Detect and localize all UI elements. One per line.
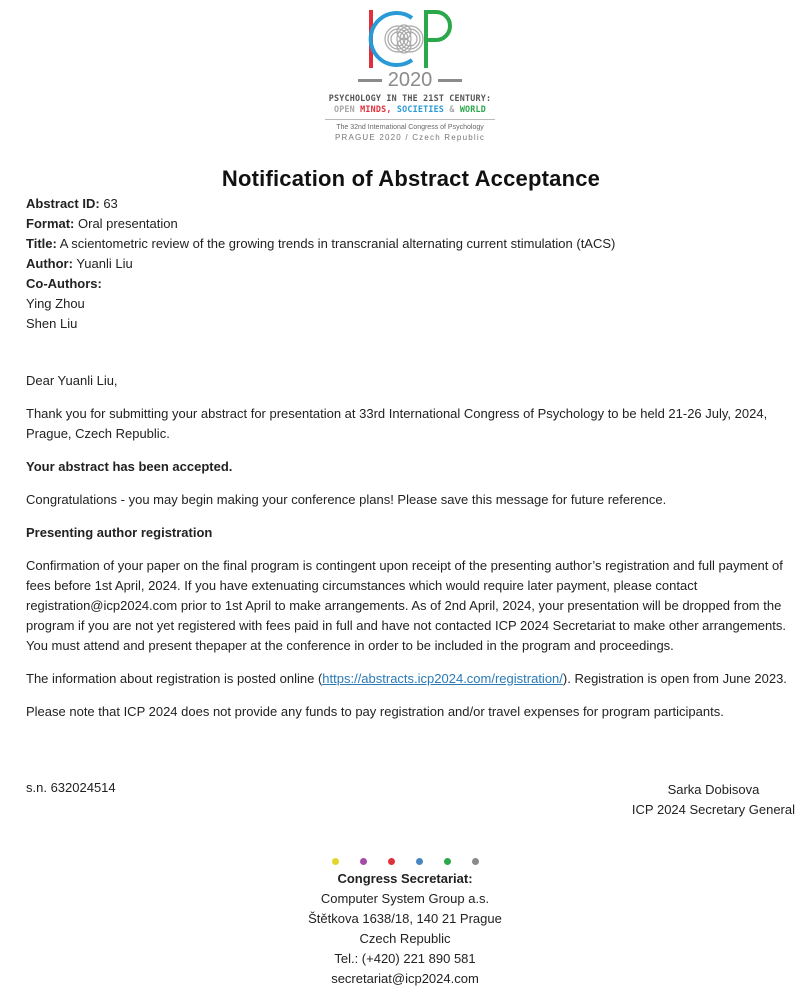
logo-subtitle-1: The 32nd International Congress of Psychology [336,124,484,131]
paragraph-funds-note: Please note that ICP 2024 does not provide any funds to pay registration and/or travel expenses for program participants. [26,704,724,719]
author-label: Author: [26,256,73,271]
logo-year: 2020 [387,69,433,91]
logo-dash-right [438,79,462,82]
dot-icon [360,858,367,865]
author-value: Yuanli Liu [76,256,133,271]
dot-icon [388,858,395,865]
paragraph-thank-you: Thank you for submitting your abstract for presentation at 33rd International Congress of Psychology to be held 21-26 July, 2024, Prague, Czech Republic. [26,406,768,441]
registration-info-before: The information about registration is posted online ( [26,671,323,686]
paragraph-registration-info [26,669,796,689]
logo-tagline-1: PSYCHOLOGY IN THE 21ST CENTURY: [328,93,492,103]
coauthor-item: Shen Liu [26,316,78,331]
coauthors-row [26,274,615,294]
logo-divider [325,119,495,120]
format-label: Format: [26,216,75,231]
paragraph-congratulations: Congratulations - you may begin making your conference plans! Please save this message for future reference. [26,492,667,507]
page-title: Notification of Abstract Acceptance [221,166,601,191]
abstract-id-value: 63 [103,196,118,211]
icp-letters-icon [360,8,460,70]
abstract-id-label: Abstract ID: [26,196,100,211]
tagline-minds: MINDS, [360,104,392,114]
abstract-id-row [26,194,615,214]
logo-subtitle-2: PRAGUE 2020 / Czech Republic [334,133,486,142]
letter-body [26,371,796,735]
signature-block [632,780,795,820]
title-value: A scientometric review of the growing trends in transcranial alternating current stimulation (tACS) [59,236,616,251]
dot-icon [416,858,423,865]
logo-dash-left [358,79,382,82]
accepted-notice: Your abstract has been accepted. [26,459,233,474]
tagline-open: OPEN [333,104,355,114]
logo-tagline-2 [300,104,520,115]
abstract-meta [26,194,615,334]
format-value: Oral presentation [78,216,178,231]
registration-info-after: ). Registration is open from June 2023. [562,671,787,686]
footer-country: Czech Republic [359,931,451,946]
footer-title: Congress Secretariat: [337,871,473,886]
coauthors-label: Co-Authors: [26,276,102,291]
dot-icon [444,858,451,865]
title-label: Title: [26,236,57,251]
coauthor-item: Ying Zhou [26,296,85,311]
section-heading-registration: Presenting author registration [26,525,213,540]
registration-link[interactable]: https://abstracts.icp2024.com/registration/ [322,671,563,686]
signatory-name: Sarka Dobisova [667,782,760,797]
signatory-role: ICP 2024 Secretary General [631,802,795,817]
tagline-societies: SOCIETIES [396,104,445,114]
icp-logo [300,8,520,158]
author-row [26,254,615,274]
dot-icon [332,858,339,865]
footer-contact [300,856,510,989]
dot-icon [472,858,479,865]
color-dots [300,856,510,866]
format-row [26,214,615,234]
footer-email[interactable]: secretariat@icp2024.com [331,971,479,986]
title-row [26,234,615,254]
tagline-world: WORLD [459,104,487,114]
tagline-amp: & [449,104,455,114]
serial-number: s.n. 632024514 [26,780,116,795]
paragraph-confirmation: Confirmation of your paper on the final program is contingent upon receipt of the presenting author’s registration and full payment of fees before 1st April, 2024. If you have extenuating circumstances which would require later payment, please contact registration@icp2024.com prior to 1st April to make arrangements. As of 2nd April, 2024, your presentation will be dropped from the program if you are not yet registered with fees paid in full and have not contacted ICP 2024 Secretariat to make other arrangements. You must attend and present thepaper at the conference in order to be included in the program and proceedings. [26,558,786,653]
salutation: Dear Yuanli Liu, [26,373,118,388]
footer-address: Štětkova 1638/18, 140 21 Prague [308,911,502,926]
footer-phone: Tel.: (+420) 221 890 581 [334,951,476,966]
footer-company: Computer System Group a.s. [320,891,490,906]
